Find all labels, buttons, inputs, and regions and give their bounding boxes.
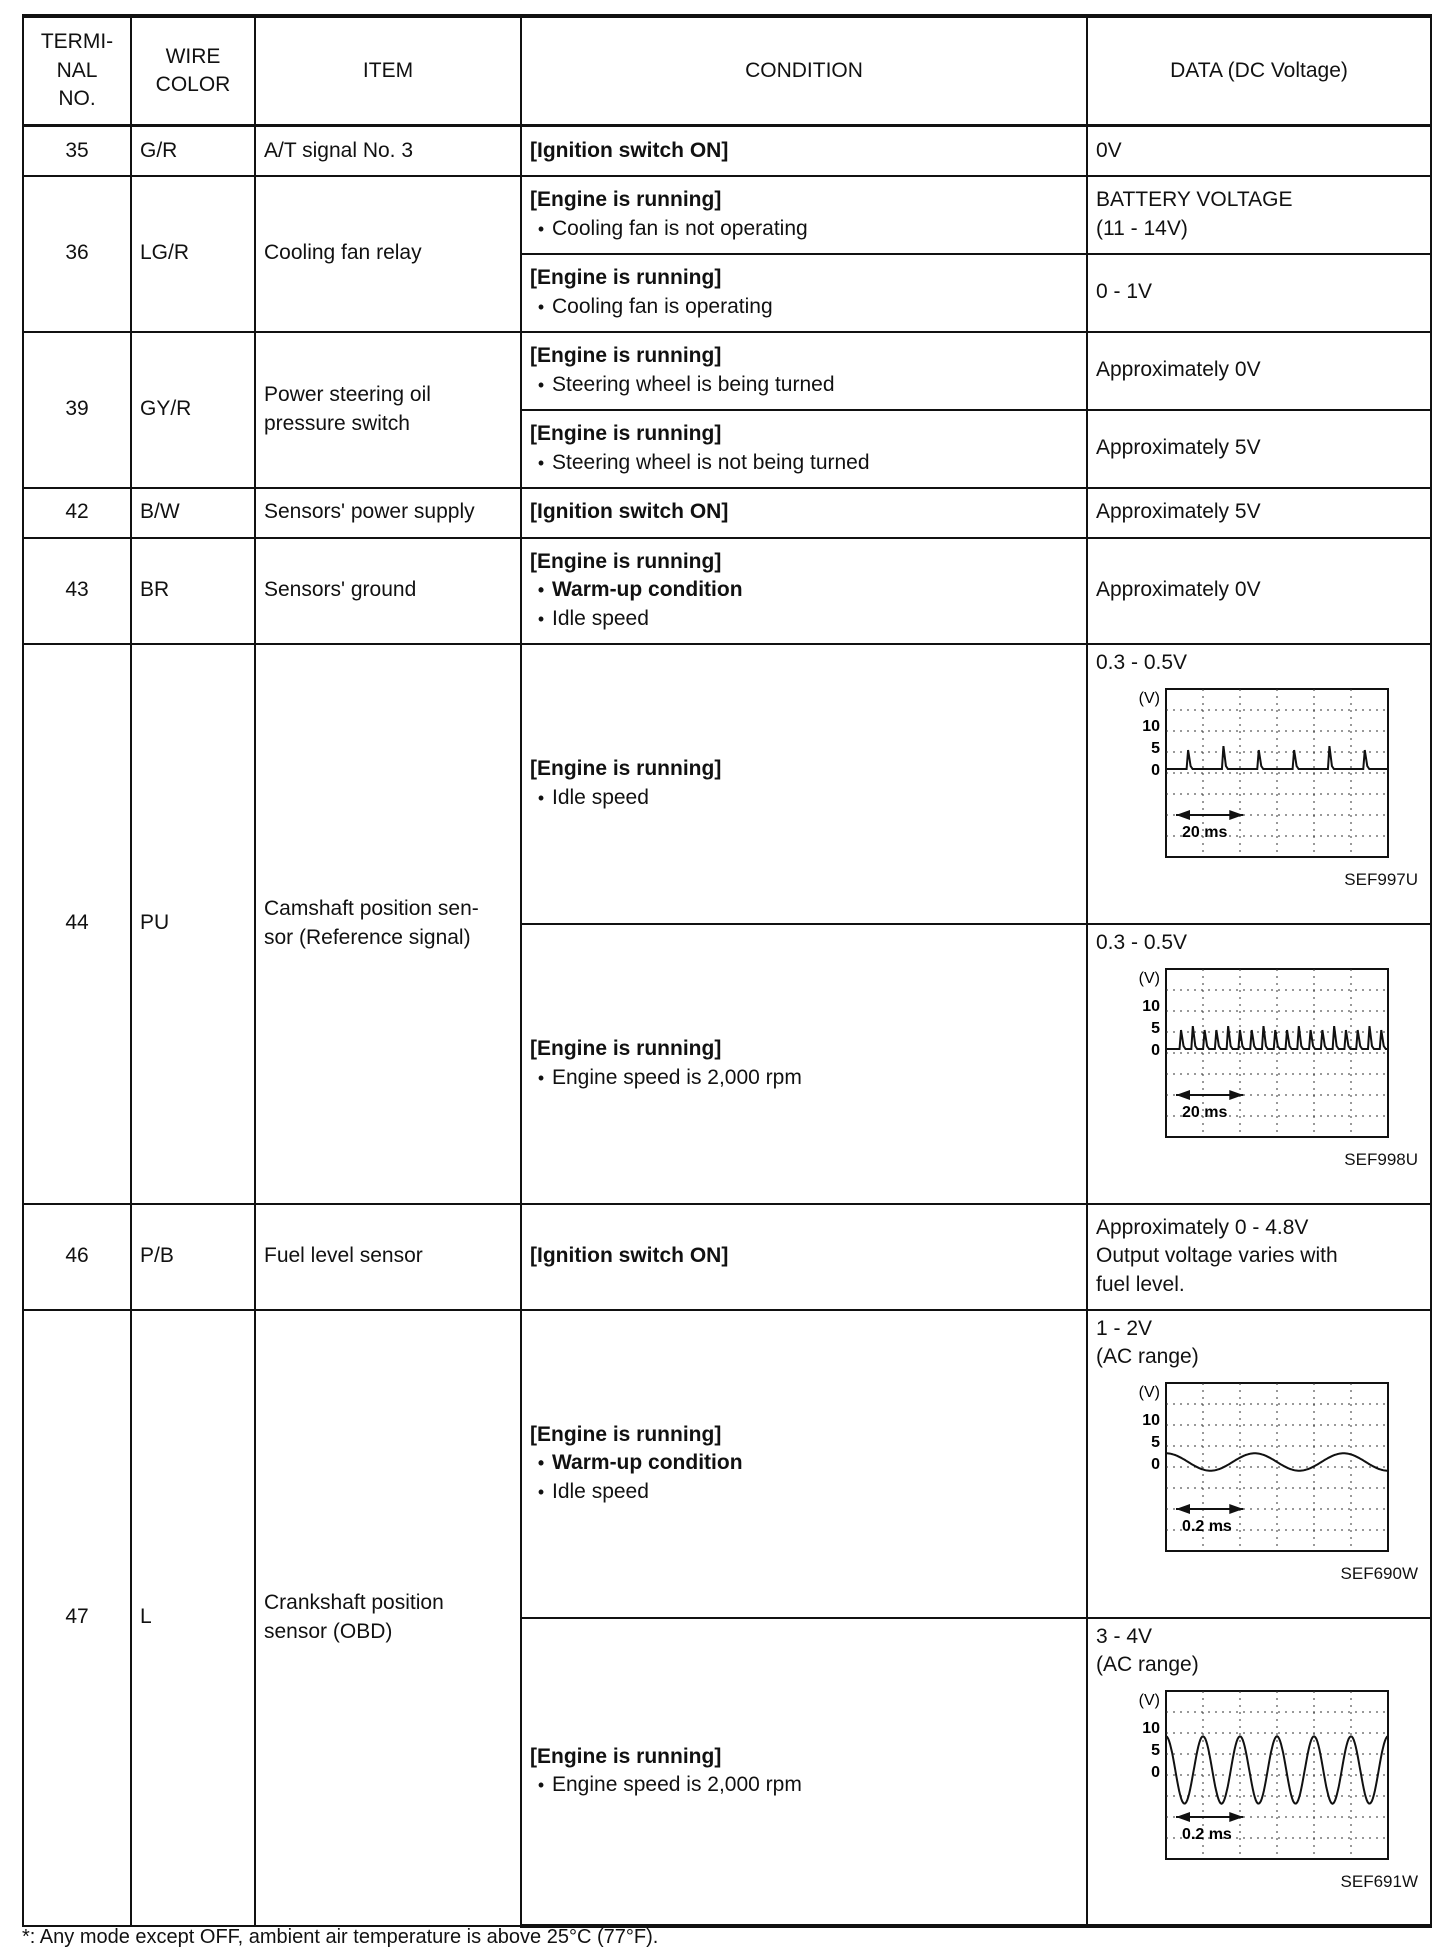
terminal-no: 39 xyxy=(23,332,131,488)
waveform-trace xyxy=(1166,1026,1388,1049)
condition-bullet: • Idle speed xyxy=(530,784,1078,812)
y-axis-unit-label: (V) xyxy=(1138,1692,1160,1710)
wire-color: GY/R xyxy=(131,332,255,488)
header-item: ITEM xyxy=(255,16,521,126)
wire-color: LG/R xyxy=(131,176,255,332)
terminal-no: 46 xyxy=(23,1204,131,1310)
table-row xyxy=(23,644,1431,924)
wire-color: B/W xyxy=(131,488,255,538)
figure-id: SEF998U xyxy=(1344,1149,1418,1169)
condition xyxy=(521,924,1087,1204)
wire-color: G/R xyxy=(131,126,255,176)
condition xyxy=(521,410,1087,488)
data-value: 0 - 1V xyxy=(1087,254,1431,332)
header-condition: CONDITION xyxy=(521,16,1087,126)
condition-title: [Engine is running] xyxy=(530,344,722,368)
condition-bullet: • Cooling fan is operating xyxy=(530,293,1078,321)
time-scale-arrowhead xyxy=(1229,1812,1243,1822)
condition-title: [Ignition switch ON] xyxy=(530,138,729,162)
y-tick-label: 5 xyxy=(1151,1742,1160,1760)
time-scale-label: 20 ms xyxy=(1182,1103,1228,1121)
oscilloscope-waveform xyxy=(1096,1371,1396,1561)
time-scale-arrowhead xyxy=(1176,1504,1190,1514)
condition-title: [Engine is running] xyxy=(530,422,722,446)
data-value: 0.3 - 0.5V xyxy=(1096,930,1188,954)
data-cell-scope xyxy=(1087,1310,1431,1618)
condition xyxy=(521,488,1087,538)
waveform-trace xyxy=(1166,746,1388,769)
header-terminal-no: TERMI- NAL NO. xyxy=(23,16,131,126)
time-scale-label: 0.2 ms xyxy=(1182,1826,1232,1844)
time-scale-arrowhead xyxy=(1176,1090,1190,1100)
data-value: 1 - 2V (AC range) xyxy=(1096,1316,1199,1368)
condition-title: [Ignition switch ON] xyxy=(530,1244,729,1268)
condition xyxy=(521,1204,1087,1310)
wire-color: BR xyxy=(131,538,255,644)
condition xyxy=(521,1618,1087,1926)
data-value: 0.3 - 0.5V xyxy=(1096,650,1188,674)
terminal-no: 42 xyxy=(23,488,131,538)
condition-title: [Engine is running] xyxy=(530,549,722,573)
y-tick-label: 10 xyxy=(1142,1720,1160,1738)
condition-title: [Engine is running] xyxy=(530,1037,722,1061)
condition-title: [Engine is running] xyxy=(530,1422,722,1446)
y-tick-label: 0 xyxy=(1151,1456,1160,1474)
y-tick-label: 5 xyxy=(1151,1434,1160,1452)
item: Fuel level sensor xyxy=(255,1204,521,1310)
table-row xyxy=(23,176,1431,254)
item: Cooling fan relay xyxy=(255,176,521,332)
wire-color: L xyxy=(131,1310,255,1926)
terminal-no: 36 xyxy=(23,176,131,332)
item: Sensors' power supply xyxy=(255,488,521,538)
table-row xyxy=(23,1310,1431,1618)
y-axis-unit-label: (V) xyxy=(1138,1384,1160,1402)
data-value: BATTERY VOLTAGE (11 - 14V) xyxy=(1087,176,1431,254)
condition-title: [Ignition switch ON] xyxy=(530,500,729,524)
terminal-data-table xyxy=(22,14,1432,1928)
condition xyxy=(521,176,1087,254)
figure-id: SEF690W xyxy=(1340,1564,1418,1584)
y-tick-label: 5 xyxy=(1151,1019,1160,1037)
y-tick-label: 0 xyxy=(1151,1764,1160,1782)
time-scale-label: 0.2 ms xyxy=(1182,1518,1232,1536)
terminal-no: 43 xyxy=(23,538,131,644)
condition xyxy=(521,644,1087,924)
condition-bullet: • Idle speed xyxy=(530,605,1078,633)
y-tick-label: 5 xyxy=(1151,739,1160,757)
oscilloscope-waveform xyxy=(1096,957,1396,1147)
wire-color: PU xyxy=(131,644,255,1204)
y-tick-label: 10 xyxy=(1142,997,1160,1015)
condition-bullet: • Warm-up condition xyxy=(530,1449,1078,1477)
condition-bullet: • Warm-up condition xyxy=(530,576,1078,604)
condition xyxy=(521,332,1087,410)
condition-bullet: • Idle speed xyxy=(530,1478,1078,1506)
header-data: DATA (DC Voltage) xyxy=(1087,16,1431,126)
footnote: *: Any mode except OFF, ambient air temperature is above 25°C (77°F). xyxy=(22,1926,659,1948)
time-scale-arrowhead xyxy=(1229,1504,1243,1514)
condition-title: [Engine is running] xyxy=(530,757,722,781)
y-tick-label: 0 xyxy=(1151,1041,1160,1059)
data-value: 0V xyxy=(1087,126,1431,176)
figure-id: SEF691W xyxy=(1340,1872,1418,1892)
condition-bullet: • Engine speed is 2,000 rpm xyxy=(530,1064,1078,1092)
data-value: 3 - 4V (AC range) xyxy=(1096,1624,1199,1676)
terminal-data-table-sheet xyxy=(22,14,1430,1928)
condition-title: [Engine is running] xyxy=(530,188,722,212)
data-cell-scope xyxy=(1087,644,1431,924)
condition-title: [Engine is running] xyxy=(530,1744,722,1768)
terminal-no: 44 xyxy=(23,644,131,1204)
time-scale-arrowhead xyxy=(1229,810,1243,820)
y-tick-label: 10 xyxy=(1142,1412,1160,1430)
y-tick-label: 10 xyxy=(1142,717,1160,735)
item: A/T signal No. 3 xyxy=(255,126,521,176)
data-value: Approximately 5V xyxy=(1087,410,1431,488)
condition xyxy=(521,254,1087,332)
data-value: Approximately 0V xyxy=(1087,332,1431,410)
y-tick-label: 0 xyxy=(1151,761,1160,779)
condition-bullet: • Steering wheel is not being turned xyxy=(530,449,1078,477)
y-axis-unit-label: (V) xyxy=(1138,969,1160,987)
table-row xyxy=(23,538,1431,644)
data-cell-scope xyxy=(1087,924,1431,1204)
item: Sensors' ground xyxy=(255,538,521,644)
table-header-row xyxy=(23,16,1431,126)
table-row xyxy=(23,488,1431,538)
data-value: Approximately 5V xyxy=(1087,488,1431,538)
item: Power steering oil pressure switch xyxy=(255,332,521,488)
y-axis-unit-label: (V) xyxy=(1138,689,1160,707)
figure-id: SEF997U xyxy=(1344,869,1418,889)
data-cell-scope xyxy=(1087,1618,1431,1926)
oscilloscope-waveform xyxy=(1096,677,1396,867)
condition xyxy=(521,126,1087,176)
terminal-no: 35 xyxy=(23,126,131,176)
table-row xyxy=(23,332,1431,410)
time-scale-arrowhead xyxy=(1229,1090,1243,1100)
oscilloscope-waveform xyxy=(1096,1679,1396,1869)
header-wire-color: WIRE COLOR xyxy=(131,16,255,126)
condition-title: [Engine is running] xyxy=(530,266,722,290)
item: Camshaft position sen- sor (Reference signal) xyxy=(255,644,521,1204)
condition-bullet: • Steering wheel is being turned xyxy=(530,371,1078,399)
wire-color: P/B xyxy=(131,1204,255,1310)
data-value: Approximately 0 - 4.8V Output voltage varies with fuel level. xyxy=(1087,1204,1431,1310)
table-row xyxy=(23,1204,1431,1310)
table-row xyxy=(23,126,1431,176)
condition-bullet: • Cooling fan is not operating xyxy=(530,215,1078,243)
condition xyxy=(521,538,1087,644)
data-value: Approximately 0V xyxy=(1087,538,1431,644)
time-scale-arrowhead xyxy=(1176,1812,1190,1822)
time-scale-label: 20 ms xyxy=(1182,823,1228,841)
item: Crankshaft position sensor (OBD) xyxy=(255,1310,521,1926)
time-scale-arrowhead xyxy=(1176,810,1190,820)
condition-bullet: • Engine speed is 2,000 rpm xyxy=(530,1771,1078,1799)
terminal-no: 47 xyxy=(23,1310,131,1926)
condition xyxy=(521,1310,1087,1618)
